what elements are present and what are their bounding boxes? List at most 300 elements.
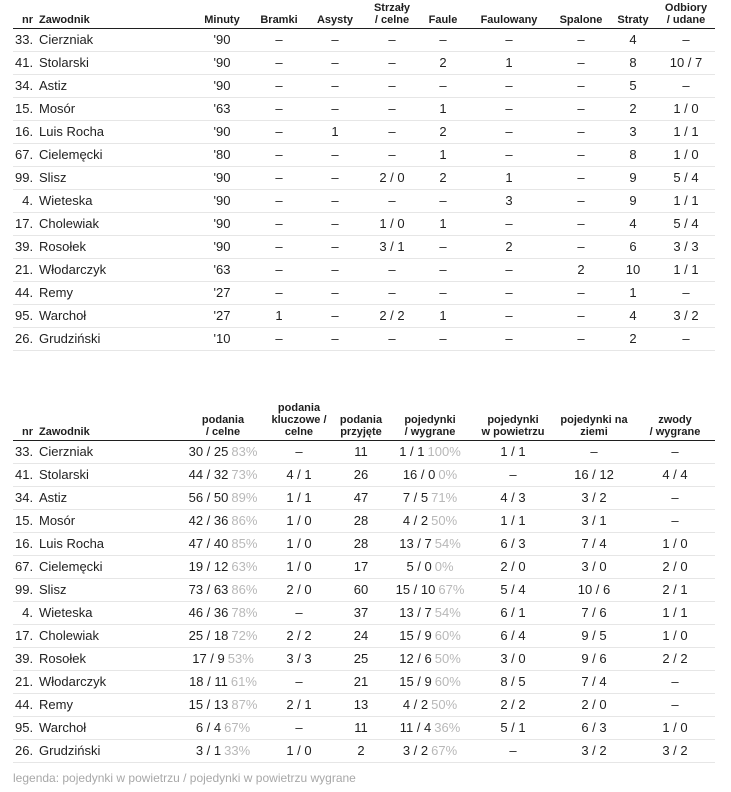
column-header: pojedynki na ziemi [553, 398, 635, 440]
player-number: 21. [13, 670, 37, 693]
cell-percent: 54% [434, 605, 461, 620]
table-cell: – [553, 120, 609, 143]
table-row [13, 235, 715, 258]
table-cell [183, 601, 263, 624]
cell-percent: 53% [227, 651, 254, 666]
table-cell [387, 509, 473, 532]
player-name: Warchoł [37, 304, 193, 327]
table-cell: 7 / 4 [553, 670, 635, 693]
legend-note: legenda: pojedynki w powietrzu / pojedynki w powietrzu wygrane [13, 771, 356, 785]
table-cell: – [553, 212, 609, 235]
cell-value: 42 / 36 [188, 513, 229, 528]
table-cell: – [553, 235, 609, 258]
table-cell [183, 486, 263, 509]
player-number: 44. [13, 693, 37, 716]
table-row [13, 212, 715, 235]
column-header: Spalone [553, 0, 609, 28]
cell-percent: 50% [431, 513, 458, 528]
cell-percent: 50% [434, 651, 461, 666]
cell-value: 46 / 36 [188, 605, 229, 620]
cell-percent: 67% [438, 582, 465, 597]
table-cell: 1 / 0 [263, 739, 335, 762]
cell-percent: 85% [231, 536, 258, 551]
table-cell: 9 [609, 189, 657, 212]
table-cell: 2 / 0 [263, 578, 335, 601]
column-header: Minuty [193, 0, 251, 28]
table-header-row [13, 398, 715, 440]
table-cell: 3 / 3 [657, 235, 715, 258]
table-cell: – [251, 74, 307, 97]
table-cell: '63 [193, 97, 251, 120]
table-cell: – [307, 143, 363, 166]
table-cell: 1 / 1 [473, 440, 553, 463]
table-row [13, 327, 715, 350]
cell-percent: 33% [224, 743, 251, 758]
table-cell [387, 486, 473, 509]
table-cell: 25 [335, 647, 387, 670]
table-cell: – [421, 235, 465, 258]
table-cell: '90 [193, 235, 251, 258]
table-cell: – [263, 601, 335, 624]
table-cell: 2 [421, 51, 465, 74]
player-number: 15. [13, 97, 37, 120]
table-cell: – [473, 739, 553, 762]
player-number: 33. [13, 28, 37, 51]
cell-value: 3 / 2 [402, 743, 429, 758]
table-cell: 2 [335, 739, 387, 762]
table-cell: – [251, 143, 307, 166]
player-name: Luis Rocha [37, 120, 193, 143]
column-header: pojedynki / wygrane [387, 398, 473, 440]
player-name: Mosór [37, 509, 183, 532]
table-cell [387, 716, 473, 739]
player-stats-table [13, 0, 715, 351]
cell-value: 4 / 2 [402, 697, 429, 712]
cell-percent: 67% [224, 720, 251, 735]
table-cell: – [363, 74, 421, 97]
table-row [13, 716, 715, 739]
cell-percent: 89% [231, 490, 258, 505]
table-cell: 2 / 0 [635, 555, 715, 578]
player-name: Grudziński [37, 327, 193, 350]
table-cell: – [421, 327, 465, 350]
cell-value: 19 / 12 [188, 559, 229, 574]
table-cell: 9 / 6 [553, 647, 635, 670]
table-cell: – [465, 327, 553, 350]
table-cell: 1 [421, 212, 465, 235]
table-cell [387, 578, 473, 601]
table-cell: – [465, 281, 553, 304]
table-cell: – [421, 258, 465, 281]
table-cell: – [363, 258, 421, 281]
cell-percent: 78% [231, 605, 258, 620]
table-row [13, 463, 715, 486]
table-cell [387, 647, 473, 670]
player-name: Włodarczyk [37, 258, 193, 281]
table-cell: 3 / 1 [363, 235, 421, 258]
table-cell: – [307, 28, 363, 51]
cell-percent: 72% [231, 628, 258, 643]
player-number: 17. [13, 212, 37, 235]
table-cell: 1 [465, 51, 553, 74]
table-cell: – [553, 189, 609, 212]
table-cell: 2 [553, 258, 609, 281]
table-cell: – [251, 327, 307, 350]
table-cell: 1 [421, 143, 465, 166]
player-name: Wieteska [37, 189, 193, 212]
table-cell: – [307, 74, 363, 97]
table-cell: – [363, 51, 421, 74]
table-cell [387, 440, 473, 463]
table-row [13, 143, 715, 166]
table-cell [183, 716, 263, 739]
table-cell: 2 / 2 [263, 624, 335, 647]
table-cell: 3 / 0 [473, 647, 553, 670]
cell-value: 16 / 0 [402, 467, 436, 482]
table-cell: 24 [335, 624, 387, 647]
table-cell: '63 [193, 258, 251, 281]
player-number: 39. [13, 647, 37, 670]
table-cell: – [635, 509, 715, 532]
player-number: 67. [13, 143, 37, 166]
table-cell: 13 [335, 693, 387, 716]
cell-value: 15 / 9 [399, 628, 432, 643]
player-name: Grudziński [37, 739, 183, 762]
table-row [13, 555, 715, 578]
table-cell: 1 / 0 [263, 532, 335, 555]
table-cell: – [251, 166, 307, 189]
table-cell: 3 / 3 [263, 647, 335, 670]
table-cell: 2 [465, 235, 553, 258]
player-name: Stolarski [37, 463, 183, 486]
player-number: 67. [13, 555, 37, 578]
table-cell [183, 647, 263, 670]
table-cell: 2 / 2 [635, 647, 715, 670]
table-cell: 3 / 1 [553, 509, 635, 532]
table-cell: 1 / 1 [473, 509, 553, 532]
player-name: Rosołek [37, 235, 193, 258]
table-cell: 1 / 1 [635, 601, 715, 624]
table-cell: 2 / 0 [553, 693, 635, 716]
cell-percent: 67% [431, 743, 458, 758]
table-cell: 4 / 4 [635, 463, 715, 486]
table-header-row [13, 0, 715, 28]
table-cell [183, 670, 263, 693]
table-cell: 1 [609, 281, 657, 304]
player-name: Warchoł [37, 716, 183, 739]
player-name: Stolarski [37, 51, 193, 74]
table-cell: 1 / 0 [635, 624, 715, 647]
table-cell: – [363, 189, 421, 212]
table-cell: 1 / 1 [657, 258, 715, 281]
table-cell: 2 / 1 [635, 578, 715, 601]
table-cell: 6 [609, 235, 657, 258]
column-header: Asysty [307, 0, 363, 28]
table-cell: 2 [609, 327, 657, 350]
table-cell: – [465, 258, 553, 281]
table-cell [387, 624, 473, 647]
cell-value: 25 / 18 [188, 628, 229, 643]
table-cell: 1 [421, 97, 465, 120]
player-number: 21. [13, 258, 37, 281]
column-header: Zawodnik [37, 0, 193, 28]
table-cell: 11 [335, 440, 387, 463]
table-cell: – [421, 189, 465, 212]
table-cell: 5 / 4 [657, 212, 715, 235]
table-cell: 9 / 5 [553, 624, 635, 647]
cell-value: 44 / 32 [188, 467, 229, 482]
player-name: Cierzniak [37, 440, 183, 463]
table-cell: 1 / 0 [363, 212, 421, 235]
table-cell: – [251, 51, 307, 74]
table-cell: 3 / 2 [635, 739, 715, 762]
table-cell: 2 [421, 166, 465, 189]
cell-percent: 73% [231, 467, 258, 482]
player-number: 17. [13, 624, 37, 647]
table-cell: 47 [335, 486, 387, 509]
table-cell: – [465, 28, 553, 51]
table-row [13, 509, 715, 532]
table-cell: 1 [251, 304, 307, 327]
player-number: 41. [13, 51, 37, 74]
cell-value: 15 / 10 [395, 582, 436, 597]
player-number: 95. [13, 304, 37, 327]
table-cell: '90 [193, 51, 251, 74]
player-number: 95. [13, 716, 37, 739]
table-cell: 1 / 1 [657, 189, 715, 212]
player-name: Remy [37, 693, 183, 716]
table-cell: 17 [335, 555, 387, 578]
table-row [13, 578, 715, 601]
table-cell: – [473, 463, 553, 486]
column-header: Odbiory / udane [657, 0, 715, 28]
player-number: 26. [13, 327, 37, 350]
column-header: Bramki [251, 0, 307, 28]
cell-percent: 36% [434, 720, 461, 735]
table-cell: – [307, 304, 363, 327]
table-cell: – [657, 28, 715, 51]
table-cell: 7 / 4 [553, 532, 635, 555]
player-number: 99. [13, 578, 37, 601]
table-cell [183, 555, 263, 578]
table-cell: 28 [335, 509, 387, 532]
table-cell: 2 / 0 [473, 555, 553, 578]
player-name: Slisz [37, 578, 183, 601]
cell-value: 7 / 5 [402, 490, 429, 505]
table-cell: 10 / 6 [553, 578, 635, 601]
cell-value: 4 / 2 [402, 513, 429, 528]
table-cell: – [465, 120, 553, 143]
cell-value: 30 / 25 [188, 444, 229, 459]
table-cell [387, 463, 473, 486]
table-cell: – [553, 166, 609, 189]
player-number: 15. [13, 509, 37, 532]
table-cell: '90 [193, 189, 251, 212]
player-number: 41. [13, 463, 37, 486]
table-cell: 6 / 3 [473, 532, 553, 555]
player-number: 39. [13, 235, 37, 258]
table-cell: – [251, 97, 307, 120]
table-cell: – [553, 97, 609, 120]
table-row [13, 51, 715, 74]
column-header: nr [13, 398, 37, 440]
table-cell: – [251, 235, 307, 258]
table-cell: 21 [335, 670, 387, 693]
player-number: 26. [13, 739, 37, 762]
table-row [13, 693, 715, 716]
table-row [13, 440, 715, 463]
table-row [13, 189, 715, 212]
cell-percent: 61% [230, 674, 257, 689]
table-cell: – [307, 212, 363, 235]
table-cell: – [465, 143, 553, 166]
table-cell: '80 [193, 143, 251, 166]
cell-value: 15 / 9 [399, 674, 432, 689]
table-row [13, 304, 715, 327]
table-cell: 16 / 12 [553, 463, 635, 486]
player-number: 4. [13, 189, 37, 212]
table-cell: 8 [609, 143, 657, 166]
table-row [13, 532, 715, 555]
table-row [13, 739, 715, 762]
table-cell: 1 / 0 [263, 555, 335, 578]
table-cell [387, 532, 473, 555]
table-cell: – [263, 670, 335, 693]
table-cell: 6 / 3 [553, 716, 635, 739]
cell-value: 11 / 4 [399, 720, 432, 735]
player-number: 44. [13, 281, 37, 304]
table-row [13, 601, 715, 624]
player-name: Wieteska [37, 601, 183, 624]
column-header: zwody / wygrane [635, 398, 715, 440]
column-header: podania / celne [183, 398, 263, 440]
table-cell: – [307, 327, 363, 350]
player-name: Luis Rocha [37, 532, 183, 555]
table-cell: 2 / 2 [363, 304, 421, 327]
table-cell: – [363, 97, 421, 120]
table-cell: – [307, 235, 363, 258]
table-cell: – [657, 281, 715, 304]
player-name: Cholewiak [37, 212, 193, 235]
table-cell: 4 / 1 [263, 463, 335, 486]
table-row [13, 258, 715, 281]
table-cell: – [307, 281, 363, 304]
cell-value: 5 / 0 [406, 559, 432, 574]
player-name: Cielemęcki [37, 143, 193, 166]
column-header: Zawodnik [37, 398, 183, 440]
table-cell: 1 / 0 [657, 97, 715, 120]
table-cell: – [553, 74, 609, 97]
table-cell: – [363, 120, 421, 143]
table-cell: – [553, 51, 609, 74]
table-row [13, 670, 715, 693]
cell-value: 12 / 6 [399, 651, 432, 666]
table-cell: – [251, 258, 307, 281]
table-cell [183, 739, 263, 762]
table-cell: 3 / 2 [657, 304, 715, 327]
table-cell: 7 / 6 [553, 601, 635, 624]
table-cell [183, 578, 263, 601]
cell-percent: 86% [231, 582, 258, 597]
table-cell: – [553, 440, 635, 463]
table-cell: 60 [335, 578, 387, 601]
table-cell: – [635, 486, 715, 509]
table-cell: 1 / 0 [635, 716, 715, 739]
table-cell: – [635, 670, 715, 693]
table-cell: – [553, 28, 609, 51]
table-row [13, 647, 715, 670]
cell-percent: 100% [427, 444, 461, 459]
table-cell: 11 [335, 716, 387, 739]
table-cell: 1 / 0 [263, 509, 335, 532]
column-header: Faule [421, 0, 465, 28]
table-cell: – [307, 189, 363, 212]
column-header: Strzały / celne [363, 0, 421, 28]
table-cell: 28 [335, 532, 387, 555]
cell-percent: 60% [434, 674, 461, 689]
table-cell: 6 / 4 [473, 624, 553, 647]
column-header: Faulowany [465, 0, 553, 28]
column-header: Straty [609, 0, 657, 28]
player-name: Cielemęcki [37, 555, 183, 578]
table-row [13, 28, 715, 51]
table-cell: '27 [193, 304, 251, 327]
table-cell: – [263, 716, 335, 739]
table-cell: 10 [609, 258, 657, 281]
column-header: nr [13, 0, 37, 28]
cell-value: 3 / 1 [195, 743, 222, 758]
table-cell: 2 [609, 97, 657, 120]
cell-percent: 0% [434, 559, 454, 574]
table-cell [183, 693, 263, 716]
table-cell [387, 670, 473, 693]
table-cell: 37 [335, 601, 387, 624]
table-cell: 3 [609, 120, 657, 143]
table-cell: 8 / 5 [473, 670, 553, 693]
table-cell: 9 [609, 166, 657, 189]
table-cell: – [263, 440, 335, 463]
column-header: podania kluczowe / celne [263, 398, 335, 440]
table-cell: '90 [193, 74, 251, 97]
table-cell: – [307, 258, 363, 281]
cell-value: 73 / 63 [188, 582, 229, 597]
table-row [13, 97, 715, 120]
table-cell: – [363, 28, 421, 51]
table-cell: – [251, 212, 307, 235]
table-cell [183, 532, 263, 555]
table-cell: 4 / 3 [473, 486, 553, 509]
table-cell: – [553, 281, 609, 304]
table-cell: – [307, 97, 363, 120]
table-cell [183, 624, 263, 647]
cell-percent: 54% [434, 536, 461, 551]
table-cell: '90 [193, 120, 251, 143]
cell-value: 56 / 50 [188, 490, 229, 505]
player-number: 33. [13, 440, 37, 463]
table-cell: 4 [609, 28, 657, 51]
player-name: Remy [37, 281, 193, 304]
cell-value: 1 / 1 [399, 444, 425, 459]
player-name: Mosór [37, 97, 193, 120]
player-name: Cierzniak [37, 28, 193, 51]
table-cell [183, 509, 263, 532]
table-cell [387, 601, 473, 624]
player-name: Cholewiak [37, 624, 183, 647]
cell-value: 13 / 7 [399, 536, 432, 551]
column-header: pojedynki w powietrzu [473, 398, 553, 440]
player-name: Włodarczyk [37, 670, 183, 693]
table-cell: '90 [193, 28, 251, 51]
